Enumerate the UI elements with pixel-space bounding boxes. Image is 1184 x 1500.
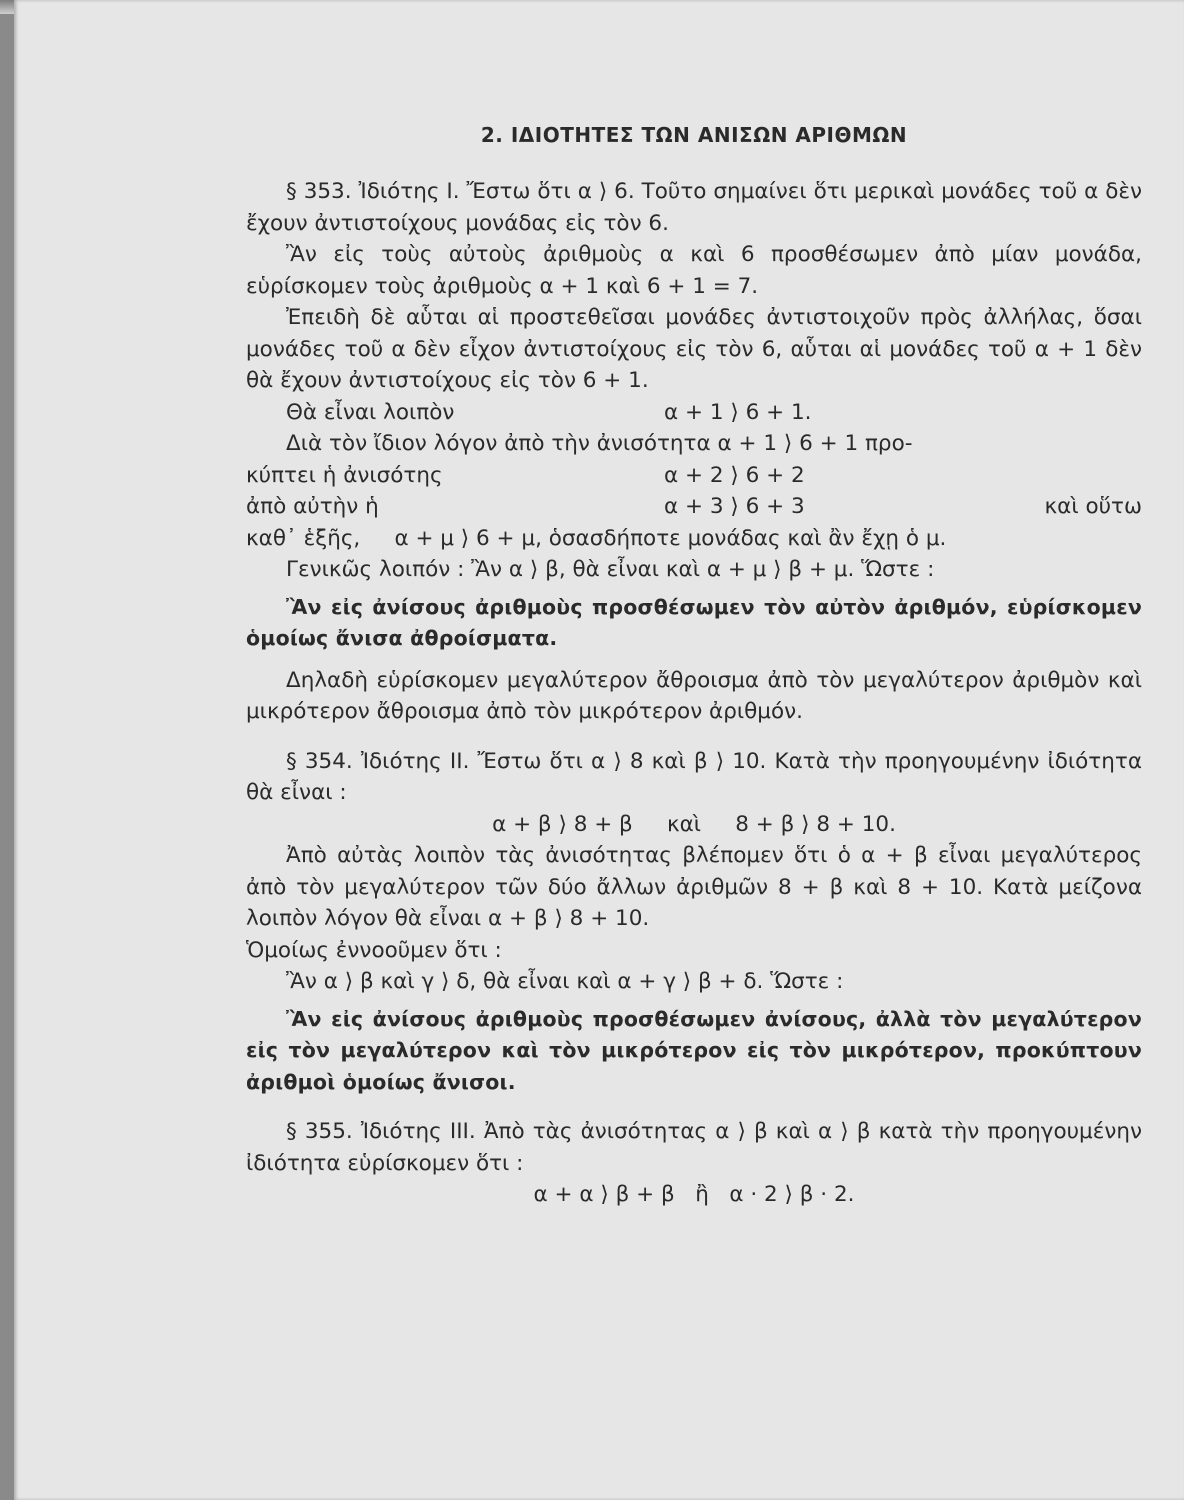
formula-row-3	[246, 460, 1142, 492]
paragraph-353-since: Ἐπειδὴ δὲ αὗται αἱ προστεθεῖσαι μονάδες ἀντιστοιχοῦν πρὸς ἀλλήλας, ὅσαι μονάδες τοῦ α δὲν εἶχον ἀντιστοίχους εἰς τὸν 6, αὗται αἱ μονάδες τοῦ α + 1 δὲν θὰ ἔχουν ἀντιστοίχους εἰς τὸν 6 + 1.	[246, 305, 1142, 393]
formula-354: α + β ⟩ 8 + β καὶ 8 + β ⟩ 8 + 10.	[492, 811, 896, 837]
paragraph-353-general: Γενικῶς λοιπόν : Ἂν α ⟩ β, θὰ εἶναι καὶ α + μ ⟩ β + μ. Ὥστε :	[286, 557, 935, 582]
row-formula: α + 1 ⟩ 6 + 1.	[664, 399, 812, 425]
row-formula: α + 3 ⟩ 6 + 3	[664, 494, 805, 519]
row-tail: καὶ οὕτω	[1044, 494, 1142, 519]
paragraph-353-meaning: Δηλαδὴ εὑρίσκομεν μεγαλύτερον ἄθροισμα ἀπὸ τὸν μεγαλύτερον ἀριθμὸν καὶ μικρότερον ἄθροισμα ἀπὸ τὸν μικρότερον ἀριθμόν.	[246, 667, 1142, 724]
paragraph-354-intro: § 354. Ἰδιότης ΙΙ. Ἔστω ὅτι α ⟩ 8 καὶ β ⟩ 10. Κατὰ τὴν προηγουμένην ἰδιότητα θὰ εἶναι :	[246, 748, 1142, 805]
section-heading: 2. ΙΔΙΟΤΗΤΕΣ ΤΩΝ ΑΝΙΣΩΝ ΑΡΙΘΜΩΝ	[480, 123, 908, 147]
paragraph-355-intro: § 355. Ἰδιότης ΙΙΙ. Ἀπὸ τὰς ἀνισότητας α ⟩ β καὶ α ⟩ β κατὰ τὴν προηγουμένην ἰδιότητα εὑρίσκομεν ὅτι :	[246, 1119, 1142, 1176]
paragraph-353-add: Ἂν εἰς τοὺς αὐτοὺς ἀριθμοὺς α καὶ 6 προσθέσωμεν ἀπὸ μίαν μονάδα, εὑρίσκομεν τοὺς ἀριθμοὺς α + 1 καὶ 6 + 1 = 7.	[246, 242, 1142, 299]
row-label: κύπτει ἡ ἀνισότης	[246, 462, 443, 488]
row-formula: α + 2 ⟩ 6 + 2	[664, 462, 805, 488]
row-label: Θὰ εἶναι λοιπὸν	[286, 399, 455, 425]
paragraph-354-from: Ἀπὸ αὐτὰς λοιπὸν τὰς ἀνισότητας βλέπομεν ὅτι ὁ α + β εἶναι μεγαλύτερος ἀπὸ τὸν μεγαλύτερον τῶν δύο ἄλλων ἀριθμῶν 8 + β καὶ 8 + 10. Κατὰ μείζονα λοιπὸν λόγον θὰ εἶναι α + β ⟩ 8 + 10.	[246, 843, 1142, 931]
paragraph-354-general: Ἂν α ⟩ β καὶ γ ⟩ δ, θὰ εἶναι καὶ α + γ ⟩ β + δ. Ὥστε :	[286, 969, 844, 994]
page-text	[246, 120, 1142, 1211]
paragraph-353-same-reason: Διὰ τὸν ἴδιον λόγον ἀπὸ τὴν ἀνισότητα α + 1 ⟩ 6 + 1 προ-	[286, 431, 913, 456]
paragraph-354-similarly: Ὁμοίως ἐννοοῦμεν ὅτι :	[246, 937, 502, 963]
row-label: ἀπὸ αὐτὴν ἡ	[246, 494, 379, 519]
formula-row-1	[246, 397, 1142, 429]
formula-355: α + α ⟩ β + β ἢ α · 2 ⟩ β · 2.	[533, 1182, 855, 1207]
formula-row-4	[246, 491, 1142, 523]
rule-353: Ἂν εἰς ἀνίσους ἀριθμοὺς προσθέσωμεν τὸν αὐτὸν ἀριθμόν, εὑρίσκομεν ὁμοίως ἄνισα ἀθροίσματα.	[246, 594, 1142, 650]
rule-354: Ἂν εἰς ἀνίσους ἀριθμοὺς προσθέσωμεν ἀνίσους, ἀλλὰ τὸν μεγαλύτερον εἰς τὸν μεγαλύτερον καὶ τὸν μικρότερον εἰς τὸν μικρότερον, προκύπτουν ἀριθμοὶ ὁμοίως ἄνισοι.	[246, 1006, 1142, 1094]
paragraph-353-intro: § 353. Ἰδιότης Ι. Ἔστω ὅτι α ⟩ 6. Τοῦτο σημαίνει ὅτι μερικαὶ μονάδες τοῦ α δὲν ἔχουν ἀντιστοίχους μονάδας εἰς τὸν 6.	[246, 179, 1142, 236]
paragraph-353-general-mu: καθ᾿ ἑξῆς, α + μ ⟩ 6 + μ, ὁσασδήποτε μονάδας καὶ ἂν ἔχῃ ὁ μ.	[246, 525, 947, 551]
